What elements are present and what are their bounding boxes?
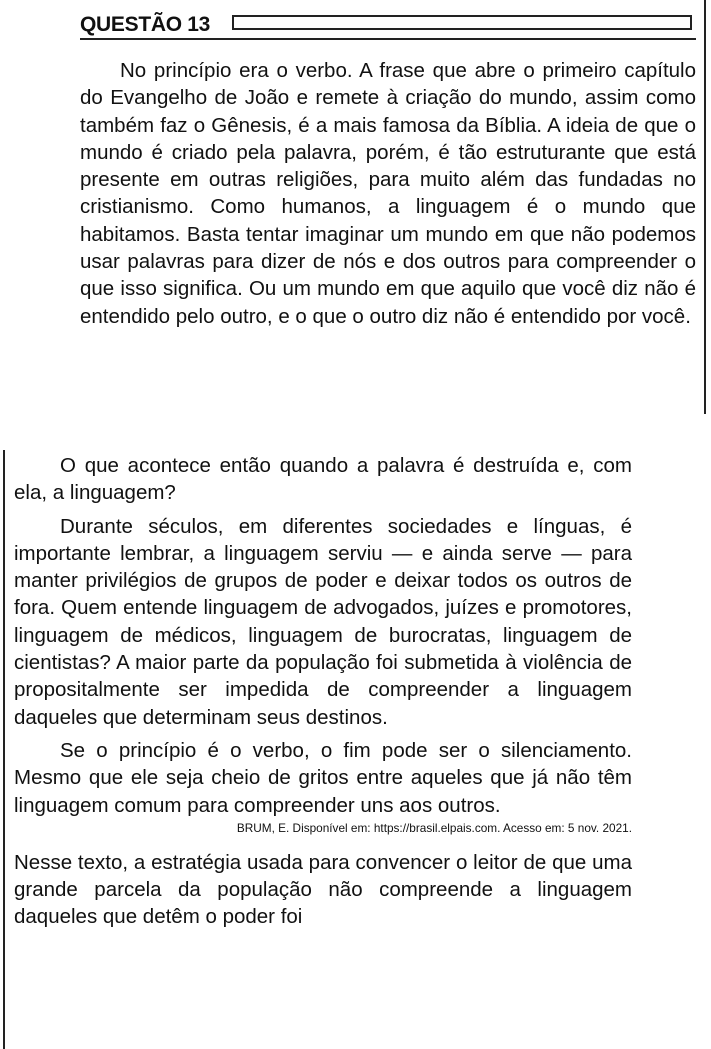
- title-underline: [80, 38, 696, 40]
- intro-paragraph: No princípio era o verbo. A frase que abre o primeiro capítulo do Evangelho de João e remete à criação do mundo, assim como também faz o Gênesis, é a mais famosa da Bíblia. A ideia de que o mundo é criado pela palavra, porém, é tão estruturante que está presente em outras religiões, para muito além das fundadas no cristianismo. Como humanos, a linguagem é o mundo que habitamos. Basta tentar imaginar um mundo em que não podemos usar palavras para dizer de nós e dos outros para compreender o que isso significa. Ou um mundo em que aquilo que você diz não é entendido pelo outro, e o que o outro diz não é entendido por você.: [80, 59, 696, 328]
- text-column-bottom: [14, 452, 632, 931]
- paragraph-centuries: Durante séculos, em diferentes sociedades e línguas, é importante lembrar, a linguagem serviu — e ainda serve — para manter privilégios de grupos de poder e deixar todos os outros de fora. Quem entende linguagem de advogados, juízes e promotores, linguagem de médicos, linguagem de burocratas, linguagem de cientistas? A maior parte da população foi submetida à violência de propositalmente ser impedida de compreender a linguagem daqueles que determinam seus destinos.: [14, 514, 632, 729]
- column-divider-left: [3, 450, 5, 1049]
- question-header: [80, 12, 696, 42]
- source-citation: BRUM, E. Disponível em: https://brasil.elpais.com. Acesso em: 5 nov. 2021.: [236, 820, 632, 835]
- paragraph-silencing: Se o princípio é o verbo, o fim pode ser o silenciamento. Mesmo que ele seja cheio de gritos entre aqueles que já não têm linguagem comum para compreender uns aos outros.: [14, 738, 632, 817]
- paragraph-question: O que acontece então quando a palavra é destruída e, com ela, a linguagem?: [14, 454, 632, 505]
- column-divider-right: [704, 0, 706, 414]
- text-column-top: [80, 57, 696, 330]
- title-box: [232, 15, 692, 30]
- question-stem: Nesse texto, a estratégia usada para convencer o leitor de que uma grande parcela da população não compreende a linguagem daqueles que detêm o poder foi: [14, 850, 632, 929]
- question-title: QUESTÃO 13: [80, 13, 211, 36]
